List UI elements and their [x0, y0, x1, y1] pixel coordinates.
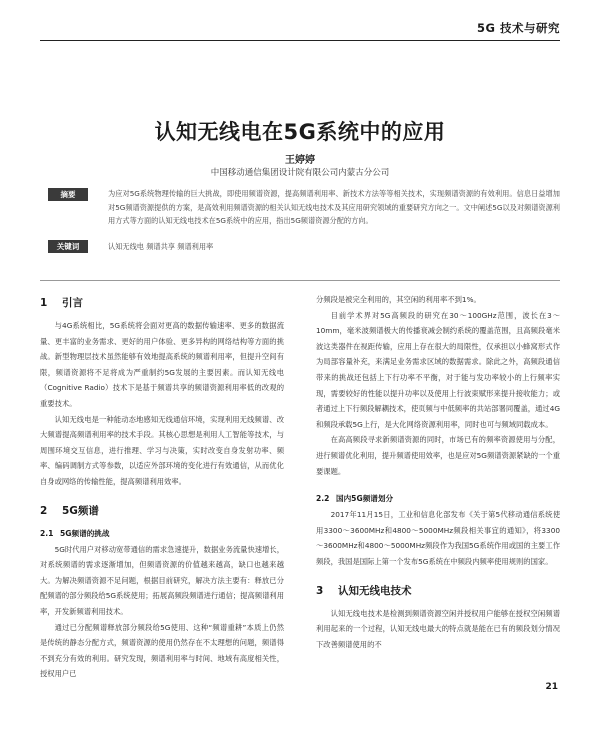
paragraph: 5G时代用户对移动宽带通信的需求急速提升，数据业务流量快速增长，对系统频谱的需求逐渐增加，但频谱资源的价值越来越高，缺口也越来越大。为解决频谱资源不足问题，根据目前研究，解决方法主要有：释放已分配频谱的部分频段给5G系统使用；拓展高频段频谱进行通信；提高频谱利用率，开发新频谱利用技术。 — [40, 544, 284, 616]
subsection-2-1-title: 5G频谱的挑战 — [60, 528, 110, 538]
paragraph: 通过已分配频谱释放部分频段给5G使用、这种“频谱重耕”本质上仍然是传统的静态分配方式，频谱资源的使用仍然存在不太理想的问题，频谱得不到充分有效的利用。研究发现，频谱利用率与时间、地域有高度相关性，授权用户已 — [40, 622, 284, 679]
section-2-number: 2 — [40, 504, 48, 517]
right-column — [316, 292, 560, 652]
section-3-heading — [316, 582, 560, 600]
section-2-title: 5G频谱 — [62, 504, 99, 517]
subsection-2-2-number: 2.2 — [316, 494, 330, 504]
section-2-heading — [40, 502, 284, 520]
paragraph: 在高高频段寻求新频谱资源的同时，市场已有的频率资源使用与分配，进行频谱优化利用，提升频谱使用效率，也是应对5G频谱资源紧缺的一个重要课题。 — [316, 435, 560, 476]
subsection-2-1-number: 2.1 — [40, 528, 54, 538]
abstract-text: 为应对5G系统物理传输的巨大挑战，即使用频谱资源，提高频谱利用率、新技术方法等等相关技术，实现频谱资源的有效利用。信息日益增加对5G频谱资源提供的方案，是高效利用频谱资源的相关认知无线电技术及其应用研究领域的重要研究方向之一。文中阐述5G以及对频谱资源利用方式等方面的认知无线电技术在5G系统中的应用，指出5G频谱资源分配的方向。 — [108, 189, 560, 225]
abstract-tag: 摘要 — [48, 188, 88, 201]
article-title: 认知无线电在5G系统中的应用 — [154, 120, 446, 144]
paragraph: 2017年11月15日，工业和信息化部发布《关于第5代移动通信系统使用3300～3600MHz和4800～5000MHz频段相关事宜的通知》，将3300～3600MHz和4800～5000MHz频段作为我国5G系统作用或国的主要工作频段，我国是国际上第一个发布5G系统在中频段内频率使用规则的国家。 — [316, 510, 560, 566]
section-1-number: 1 — [40, 297, 48, 309]
left-column — [40, 292, 284, 682]
page-number: 21 — [545, 682, 558, 692]
section-1-title: 引言 — [62, 297, 83, 309]
article-affiliation: 中国移动通信集团设计院有限公司内蒙古分公司 — [210, 168, 390, 178]
keywords-tag: 关键词 — [48, 240, 88, 253]
paragraph: 认知无线电技术是检测到频谱资源空闲并授权用户能够在授权空闲频谱利用起来的一个过程，认知无线电最大的特点就是能在已有的频段划分情况下改善频谱使用的不 — [316, 608, 560, 649]
section-header: 5G 技术与研究 — [477, 21, 560, 35]
paragraph: 认知无线电是一种能动态地感知无线通信环境，实现利用无线频谱、改大频谱提高频谱利用率的技术手段。其核心思想是利用人工智能等技术，与周围环境交互信息，进行推理、学习与决策，实时改变自身发射功率、频率、编码调制方式等参数，以适应外部环境的变化进行有效通信，从而优化自身或网络的传输性能，提高频谱利用效率。 — [40, 414, 284, 486]
paragraph: 与4G系统相比，5G系统将会面对更高的数据传输速率、更多的数据流量、更丰富的业务需求、更好的用户体验、更多异构的网络结构等方面的挑战。新型物理层技术虽然能够有效地提高系统的频谱利用率，但提升空间有限，频谱资源将不足将成为严重制约5G发展的主要因素。而认知无线电（Cognitive Radio）技术下是基于频谱共享的频谱资源利用率低的改观的重要技术。 — [40, 321, 284, 408]
section-3-number: 3 — [316, 584, 324, 597]
subsection-2-2-heading — [316, 491, 560, 506]
abstract-rule — [40, 280, 560, 281]
section-1-heading — [40, 294, 284, 312]
section-3-title: 认知无线电技术 — [338, 584, 412, 597]
paragraph: 分频段是被完全利用的，其空闲的利用率不到1%。 — [316, 295, 481, 304]
paragraph: 目前学术界对5G高频段的研究在30～100GHz范围，波长在3～10mm，毫米波频谱极大的传播衰减会制约系统的覆盖范围，且高频段毫米波这类器件在视距传输，应用上存在很大的局限性，仅承担以小蜂窝形式作为局部容量补充，来满足业务需求区域的数据需求。除此之外，高频段通信带来的挑战还包括上下行功率不平衡，对于能与发功率较小的上行频率实现，需要较好的性能以提升功率以及使用上行波束赋形来提升接收能力；或者通过上下行频段解耦技术，使页频与中低频率的共站部署同覆盖，通过4G和频段承载5G上行，是大化网络资源利用率，同时也可与频域同载成本。 — [316, 310, 560, 429]
subsection-2-2-title: 国内5G频谱划分 — [336, 494, 394, 504]
keywords-text: 认知无线电 频谱共享 频谱利用率 — [108, 242, 214, 251]
article-author: 王婷婷 — [285, 155, 315, 166]
header-rule — [40, 40, 560, 41]
subsection-2-1-heading — [40, 526, 284, 541]
